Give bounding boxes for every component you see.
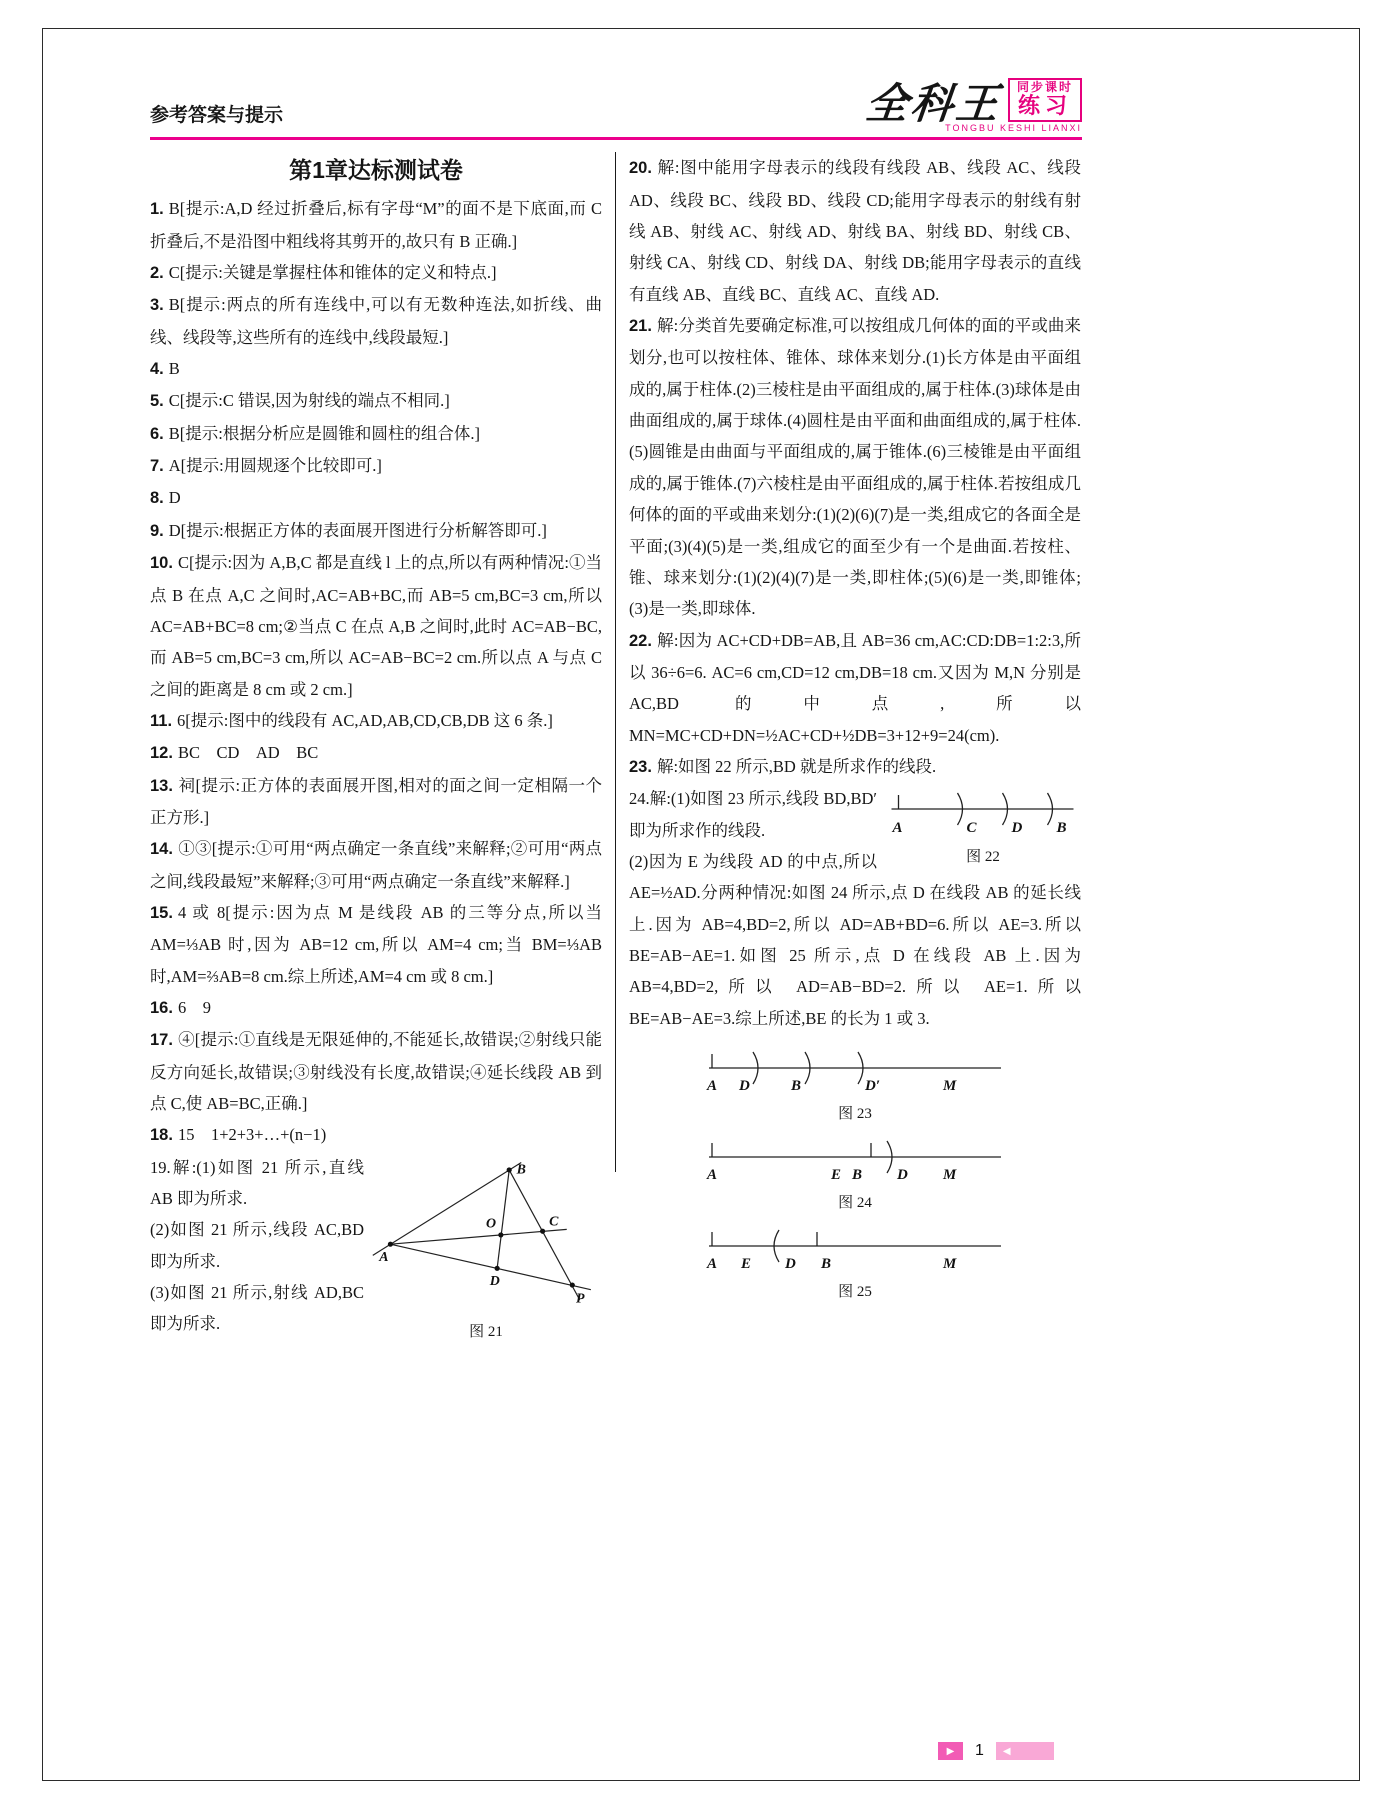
right-column xyxy=(616,152,1081,1342)
answer-item-1 xyxy=(150,193,602,257)
answer-item-15 xyxy=(150,897,602,992)
answer-text: C[提示:因为 A,B,C 都是直线 l 上的点,所以有两种情况:①当点 B 在点 A,C 之间时,AC=AB+BC,而 AB=5 cm,BC=3 cm,所以 AC=AB+BC=8 cm;②当点 C 在点 A,B 之间时,此时 AC=AB−BC,而 AB=5 cm,BC=3 cm,所以 AC=AB−BC=2 cm.所以点 A 与点 C 之间的距离是 8 cm 或 2 cm.] xyxy=(150,553,602,699)
brand-logo xyxy=(863,78,1082,134)
fig21-label-C: C xyxy=(549,1214,559,1230)
answer-text: C[提示:C 错误,因为射线的端点不相同.] xyxy=(168,391,450,411)
answer-item-17 xyxy=(150,1024,602,1119)
answer-item-5 xyxy=(150,385,602,417)
figure-23 xyxy=(629,1048,1081,1123)
answer-item-11 xyxy=(150,705,602,737)
figure-23-drawing xyxy=(705,1048,1005,1096)
answer-number: 7. xyxy=(150,457,164,476)
figure-22-caption: 图 22 xyxy=(966,849,1000,866)
answer-item-6 xyxy=(150,418,602,450)
answer-number: 9. xyxy=(150,521,164,540)
header-title: 参考答案与提示 xyxy=(150,105,284,127)
fig23-label-D-prime: D′ xyxy=(865,1078,881,1094)
brand-logo-calligraphy: 全科王 xyxy=(863,79,1004,129)
answer-item-7 xyxy=(150,450,602,482)
fig25-label-E: E xyxy=(741,1256,752,1272)
answer-item-19 xyxy=(150,1152,602,1340)
answer-number: 15. xyxy=(150,903,173,922)
figure-21-caption: 图 21 xyxy=(469,1323,503,1340)
answer-item-4 xyxy=(150,353,602,385)
answer-number: 19. xyxy=(150,1157,171,1177)
two-column-layout xyxy=(150,152,1082,1342)
answer-item-20 xyxy=(629,152,1081,310)
fig22-label-A: A xyxy=(892,820,903,837)
answer-number: 17. xyxy=(150,1031,173,1050)
figure-25-caption: 图 25 xyxy=(838,1284,872,1300)
prev-arrow-icon: ◀ xyxy=(1002,1745,1011,1757)
answer-item-13 xyxy=(150,770,602,834)
fig22-label-D: D xyxy=(1011,820,1023,837)
figure-23-caption: 图 23 xyxy=(838,1106,872,1122)
answer-item-16 xyxy=(150,992,602,1024)
brand-logo-title: 练习 xyxy=(1017,93,1072,119)
header-divider-rule xyxy=(150,137,1082,140)
answer-text: 解:如图 22 所示,BD 就是所求作的线段. xyxy=(656,756,937,776)
answer-number: 14. xyxy=(150,840,173,859)
prev-page-arrow xyxy=(996,1742,1054,1760)
answer-text: ①③[提示:①可用“两点确定一条直线”来解释;②可用“两点之间,线段最短”来解释;③可用“两点确定一条直线”来解释.] xyxy=(150,839,602,891)
fig25-label-A: A xyxy=(707,1256,718,1272)
fig24-label-M: M xyxy=(943,1167,957,1183)
fig23-label-M: M xyxy=(943,1078,957,1094)
answer-item-12 xyxy=(150,737,602,769)
figure-21-drawing xyxy=(370,1154,602,1314)
answer-item-23 xyxy=(629,751,1081,783)
answer-number: 8. xyxy=(150,489,164,508)
answer-number: 10. xyxy=(150,554,173,573)
answer-number: 20. xyxy=(629,159,652,178)
left-column xyxy=(150,152,615,1342)
fig24-label-E: E xyxy=(831,1167,842,1183)
answer-text: BC CD AD BC xyxy=(177,743,319,763)
answer-text: 解:(1)如图 23 所示,线段 BD,BD′即为所求作的线段. xyxy=(629,789,877,840)
answer-number: 1. xyxy=(150,200,164,219)
answer-text: (2)如图 21 所示,线段 AC,BD 即为所求. xyxy=(150,1220,364,1271)
page-number: 1 xyxy=(975,1742,984,1759)
answer-text: 解:分类首先要确定标准,可以按组成几何体的面的平或曲来划分,也可以按柱体、锥体、球体来划分.(1)长方体是由平面组成的,属于柱体.(2)三棱柱是由平面组成的,属于柱体.(3)球体是由曲面组成的,属于球体.(4)圆柱是由平面和曲面组成的,属于柱体.(5)圆锥是由曲面与平面组成的,属于锥体.(6)三棱锥是由平面组成的,属于锥体.(7)六棱柱是由平面组成的,属于柱体.若按组成几何体的面的平或曲来划分:(1)(2)(6)(7)是一类,组成它的各面全是平面;(3)(4)(5)是一类,组成它的面至少有一个是曲面.若按柱、锥、球来划分:(1)(2)(4)(7)是一类,即柱体;(5)(6)是一类,即锥体;(3)是一类,即球体. xyxy=(629,316,1081,619)
brand-logo-box xyxy=(1008,78,1082,122)
answer-item-3 xyxy=(150,289,602,353)
figure-25-drawing xyxy=(705,1226,1005,1274)
fig21-label-D: D xyxy=(489,1273,500,1289)
page-content xyxy=(150,78,1082,1343)
answer-text: C[提示:关键是掌握柱体和锥体的定义和特点.] xyxy=(168,263,497,283)
answer-text: B[提示:根据分析应是圆锥和圆柱的组合体.] xyxy=(168,423,480,443)
fig24-label-D: D xyxy=(897,1167,908,1183)
answer-number: 6. xyxy=(150,424,164,443)
answer-text: 6[提示:图中的线段有 AC,AD,AB,CD,CB,DB 这 6 条.] xyxy=(177,710,553,730)
answer-text: 解:因为 AC+CD+DB=AB,且 AB=36 cm,AC:CD:DB=1:2:3,所以 36÷6=6. AC=6 cm,CD=12 cm,DB=18 cm.又因为 M,N 分别是 AC,BD 的中点,所以 MN=MC+CD+DN=½AC+CD+½DB=3+12+9=24(cm). xyxy=(629,630,1081,745)
answer-number: 16. xyxy=(150,998,173,1017)
page-header xyxy=(150,78,1082,133)
figure-24-drawing xyxy=(705,1137,1005,1185)
answer-item-9 xyxy=(150,515,602,547)
answer-number: 2. xyxy=(150,264,164,283)
fig23-label-D: D xyxy=(739,1078,750,1094)
answer-number: 11. xyxy=(150,711,173,730)
fig22-label-C: C xyxy=(966,820,977,837)
fig24-label-A: A xyxy=(707,1167,718,1183)
answer-text: A[提示:用圆规逐个比较即可.] xyxy=(168,456,382,476)
answer-text: ④[提示:①直线是无限延伸的,不能延长,故错误;②射线只能反方向延长,故错误;③射线没有长度,故错误;④延长线段 AB 到点 C,使 AB=BC,正确.] xyxy=(150,1030,602,1113)
fig25-label-D: D xyxy=(785,1256,796,1272)
answer-item-22 xyxy=(629,625,1081,751)
fig21-label-O: O xyxy=(486,1216,497,1232)
answer-text: D xyxy=(168,488,181,508)
figure-21 xyxy=(370,1154,602,1341)
answer-item-2 xyxy=(150,257,602,289)
answer-number: 21. xyxy=(629,317,652,336)
fig23-label-A: A xyxy=(707,1078,718,1094)
answer-text: 15 1+2+3+…+(n−1) xyxy=(177,1125,327,1145)
fig21-label-A: A xyxy=(379,1249,389,1265)
figure-25 xyxy=(629,1226,1081,1301)
answer-text: 解:(1)如图 21 所示,直线 AB 即为所求. xyxy=(150,1157,364,1209)
next-page-arrow xyxy=(938,1742,963,1760)
fig23-label-B: B xyxy=(791,1078,802,1094)
answer-item-14 xyxy=(150,833,602,897)
answer-24-para-2 xyxy=(629,846,1081,1034)
answer-text: (3)如图 21 所示,射线 AD,BC 即为所求. xyxy=(150,1283,364,1334)
answer-text: 解:图中能用字母表示的线段有线段 AB、线段 AC、线段 AD、线段 BC、线段 BD、线段 CD;能用字母表示的射线有射线 AB、射线 AC、射线 AD、射线 BA、射线 BD、射线 CB、射线 CA、射线 CD、射线 DA、射线 DB;能用字母表示的直线有直线 AB、直线 BC、直线 AC、直线 AD. xyxy=(629,158,1081,304)
answer-text: B xyxy=(168,359,180,379)
answer-text: D[提示:根据正方体的表面展开图进行分析解答即可.] xyxy=(168,520,547,540)
next-arrow-icon: ▶ xyxy=(946,1745,955,1757)
answer-number: 5. xyxy=(150,392,164,411)
answer-text: B[提示:两点的所有连线中,可以有无数种连法,如折线、曲线、线段等,这些所有的连线中,线段最短.] xyxy=(150,295,602,347)
answer-number: 3. xyxy=(150,296,164,315)
answer-item-10 xyxy=(150,547,602,705)
answer-text: 4 或 8[提示:因为点 M 是线段 AB 的三等分点,所以当 AM=⅓AB 时,因为 AB=12 cm,所以 AM=4 cm;当 BM=⅓AB 时,AM=⅔AB=8 cm.综上所述,AM=4 cm 或 8 cm.] xyxy=(150,902,602,986)
answer-number: 13. xyxy=(150,776,173,795)
figure-24-caption: 图 24 xyxy=(838,1195,872,1211)
figure-22-drawing xyxy=(885,785,1081,839)
answer-number: 4. xyxy=(150,360,164,379)
answer-number: 22. xyxy=(629,631,652,650)
brand-logo-subtitle: 同步课时 xyxy=(1016,80,1073,94)
answer-text: 6 9 xyxy=(177,997,211,1017)
answer-item-24 xyxy=(629,783,1081,1034)
answer-text: (2)因为 E 为线段 AD 的中点,所以 AE=½AD.分两种情况:如图 24 所示,点 D 在线段 AB 的延长线上.因为 AB=4,BD=2,所以 AD=AB+BD=6.所以 AE=3.所以 BE=AB−AE=1.如图 25 所示,点 D 在线段 AB 上.因为 AB=4,BD=2,所以 AD=AB−BD=2.所以 AE=1.所以 BE=AB−AE=3.综上所述,BE 的长为 1 或 3. xyxy=(629,851,1081,1028)
fig25-label-M: M xyxy=(943,1256,957,1272)
fig25-label-B: B xyxy=(821,1256,832,1272)
fig24-label-B: B xyxy=(852,1167,863,1183)
answer-item-21 xyxy=(629,310,1081,624)
page-footer xyxy=(938,1742,1054,1760)
fig21-label-P: P xyxy=(576,1291,585,1307)
answer-number: 24. xyxy=(629,789,650,809)
brand-logo-roman: TONGBU KESHI LIANXI xyxy=(945,123,1082,134)
fig22-label-B: B xyxy=(1056,820,1067,837)
figure-22 xyxy=(885,785,1081,866)
answer-item-18 xyxy=(150,1119,602,1151)
section-title: 第1章达标测试卷 xyxy=(289,157,463,184)
figure-24 xyxy=(629,1137,1081,1212)
answer-text: B[提示:A,D 经过折叠后,标有字母“M”的面不是下底面,而 C 折叠后,不是沿图中粗线将其剪开的,故只有 B 正确.] xyxy=(150,199,602,251)
answer-item-8 xyxy=(150,482,602,514)
answer-text: 祠[提示:正方体的表面展开图,相对的面之间一定相隔一个正方形.] xyxy=(150,775,602,827)
answer-number: 23. xyxy=(629,757,652,776)
answer-number: 12. xyxy=(150,744,173,763)
answer-number: 18. xyxy=(150,1126,173,1145)
fig21-label-B: B xyxy=(516,1162,526,1178)
